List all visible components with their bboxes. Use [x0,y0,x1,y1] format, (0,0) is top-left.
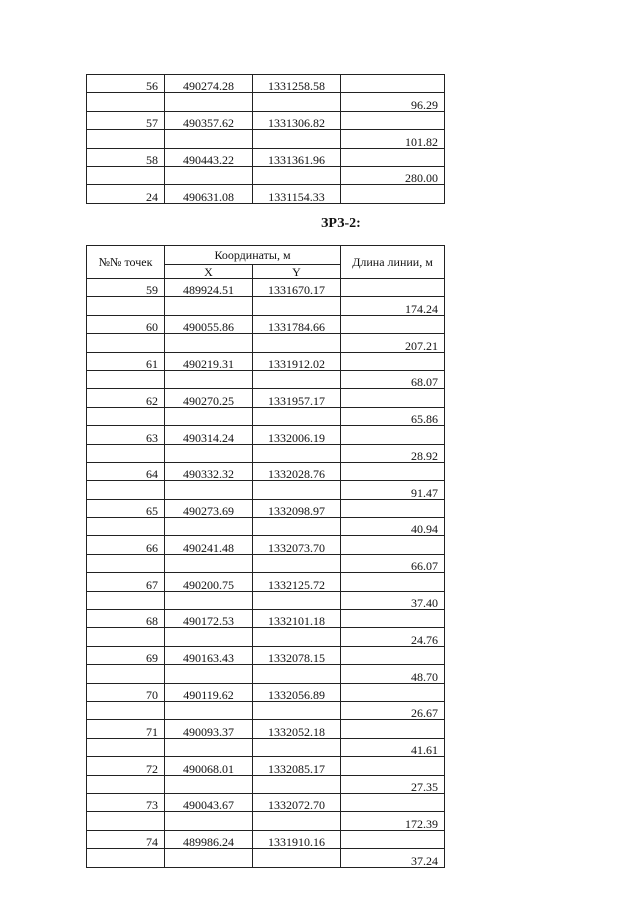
point-number-cell [87,93,165,111]
line-length-cell [341,148,445,166]
y-coordinate-cell: 1332052.18 [253,720,341,738]
point-row [87,185,445,203]
segment-length-row [87,297,445,315]
y-coordinate-cell: 1332101.18 [253,610,341,628]
point-row [87,111,445,129]
line-length-cell: 207.21 [341,334,445,352]
segment-length-row [87,628,445,646]
line-length-cell: 48.70 [341,665,445,683]
line-length-cell [341,352,445,370]
point-row [87,462,445,480]
point-row [87,720,445,738]
y-coordinate-cell: 1331258.58 [253,75,341,93]
point-row [87,646,445,664]
y-coordinate-cell [253,628,341,646]
point-number-cell: 61 [87,352,165,370]
x-coordinate-cell [165,334,253,352]
y-coordinate-cell [253,481,341,499]
point-number-cell: 64 [87,462,165,480]
x-coordinate-cell [165,812,253,830]
point-number-cell: 65 [87,499,165,517]
x-coordinate-cell: 490273.69 [165,499,253,517]
y-coordinate-cell: 1331670.17 [253,279,341,297]
y-coordinate-cell: 1331910.16 [253,830,341,848]
segment-length-row [87,518,445,536]
y-coordinate-cell [253,812,341,830]
point-row [87,610,445,628]
y-coordinate-cell [253,518,341,536]
point-number-cell [87,812,165,830]
x-coordinate-cell [165,130,253,148]
point-row [87,830,445,848]
point-row [87,683,445,701]
y-coordinate-cell [253,775,341,793]
y-coordinate-cell: 1331361.96 [253,148,341,166]
x-coordinate-cell: 490357.62 [165,111,253,129]
x-coordinate-cell: 490200.75 [165,573,253,591]
x-coordinate-cell [165,628,253,646]
point-number-cell: 67 [87,573,165,591]
point-row [87,426,445,444]
point-number-cell: 66 [87,536,165,554]
line-length-cell [341,573,445,591]
segment-length-row [87,665,445,683]
point-number-cell [87,701,165,719]
line-length-cell: 66.07 [341,554,445,572]
line-length-cell: 96.29 [341,93,445,111]
header-coordinates: Координаты, м [165,246,341,265]
point-number-cell: 74 [87,830,165,848]
line-length-cell: 41.61 [341,738,445,756]
line-length-cell [341,646,445,664]
x-coordinate-cell [165,665,253,683]
x-coordinate-cell [165,701,253,719]
line-length-cell: 280.00 [341,166,445,184]
y-coordinate-cell: 1332006.19 [253,426,341,444]
line-length-cell [341,793,445,811]
y-coordinate-cell: 1332028.76 [253,462,341,480]
y-coordinate-cell [253,444,341,462]
y-coordinate-cell [253,407,341,425]
y-coordinate-cell [253,334,341,352]
point-number-cell [87,738,165,756]
point-number-cell [87,628,165,646]
point-number-cell [87,370,165,388]
y-coordinate-cell [253,554,341,572]
table-body [87,75,445,204]
segment-length-row [87,591,445,609]
line-length-cell: 101.82 [341,130,445,148]
y-coordinate-cell: 1331154.33 [253,185,341,203]
x-coordinate-cell: 490631.08 [165,185,253,203]
y-coordinate-cell: 1332098.97 [253,499,341,517]
line-length-cell [341,610,445,628]
x-coordinate-cell: 490443.22 [165,148,253,166]
line-length-cell [341,462,445,480]
y-coordinate-cell: 1332125.72 [253,573,341,591]
header-y: Y [253,265,341,279]
segment-length-row [87,738,445,756]
point-number-cell: 69 [87,646,165,664]
x-coordinate-cell [165,775,253,793]
header-x: X [165,265,253,279]
header-point-number: №№ точек [87,246,165,279]
line-length-cell: 172.39 [341,812,445,830]
y-coordinate-cell: 1331912.02 [253,352,341,370]
point-row [87,793,445,811]
point-row [87,315,445,333]
x-coordinate-cell: 490172.53 [165,610,253,628]
segment-length-row [87,554,445,572]
point-number-cell: 70 [87,683,165,701]
x-coordinate-cell [165,444,253,462]
y-coordinate-cell [253,591,341,609]
x-coordinate-cell: 490055.86 [165,315,253,333]
segment-length-row [87,93,445,111]
point-number-cell: 71 [87,720,165,738]
point-number-cell: 68 [87,610,165,628]
y-coordinate-cell: 1332078.15 [253,646,341,664]
line-length-cell [341,315,445,333]
y-coordinate-cell [253,849,341,867]
point-row [87,536,445,554]
x-coordinate-cell: 490043.67 [165,793,253,811]
point-number-cell [87,407,165,425]
line-length-cell [341,185,445,203]
line-length-cell [341,830,445,848]
line-length-cell: 174.24 [341,297,445,315]
point-number-cell [87,444,165,462]
y-coordinate-cell [253,665,341,683]
line-length-cell: 91.47 [341,481,445,499]
segment-length-row [87,775,445,793]
point-number-cell [87,481,165,499]
point-row [87,389,445,407]
y-coordinate-cell [253,738,341,756]
x-coordinate-cell [165,481,253,499]
line-length-cell [341,426,445,444]
x-coordinate-cell: 490219.31 [165,352,253,370]
point-row [87,499,445,517]
point-number-cell [87,166,165,184]
point-number-cell [87,334,165,352]
x-coordinate-cell [165,370,253,388]
segment-length-row [87,370,445,388]
point-number-cell [87,130,165,148]
x-coordinate-cell: 489986.24 [165,830,253,848]
y-coordinate-cell [253,93,341,111]
point-row [87,573,445,591]
y-coordinate-cell: 1332073.70 [253,536,341,554]
line-length-cell [341,720,445,738]
point-number-cell: 73 [87,793,165,811]
y-coordinate-cell [253,130,341,148]
point-row [87,75,445,93]
coordinates-table-zrz-2 [86,245,445,868]
x-coordinate-cell [165,518,253,536]
segment-length-row [87,334,445,352]
point-number-cell [87,665,165,683]
point-number-cell [87,591,165,609]
segment-length-row [87,130,445,148]
x-coordinate-cell [165,166,253,184]
line-length-cell: 40.94 [341,518,445,536]
coordinates-table-top [86,74,445,204]
point-row [87,279,445,297]
line-length-cell [341,683,445,701]
point-number-cell: 60 [87,315,165,333]
line-length-cell [341,757,445,775]
x-coordinate-cell [165,591,253,609]
y-coordinate-cell [253,701,341,719]
line-length-cell: 26.67 [341,701,445,719]
y-coordinate-cell: 1331957.17 [253,389,341,407]
y-coordinate-cell: 1332085.17 [253,757,341,775]
line-length-cell: 65.86 [341,407,445,425]
x-coordinate-cell [165,738,253,756]
table-body [87,279,445,868]
point-number-cell: 59 [87,279,165,297]
line-length-cell: 24.76 [341,628,445,646]
x-coordinate-cell: 490270.25 [165,389,253,407]
line-length-cell [341,75,445,93]
point-number-cell [87,518,165,536]
point-row [87,352,445,370]
point-number-cell: 56 [87,75,165,93]
line-length-cell [341,279,445,297]
segment-length-row [87,444,445,462]
segment-length-row [87,701,445,719]
table-header [87,246,445,279]
segment-length-row [87,166,445,184]
x-coordinate-cell: 489924.51 [165,279,253,297]
x-coordinate-cell: 490093.37 [165,720,253,738]
y-coordinate-cell: 1332056.89 [253,683,341,701]
y-coordinate-cell: 1331784.66 [253,315,341,333]
segment-length-row [87,481,445,499]
line-length-cell: 68.07 [341,370,445,388]
x-coordinate-cell [165,93,253,111]
x-coordinate-cell [165,849,253,867]
line-length-cell [341,111,445,129]
point-number-cell [87,554,165,572]
x-coordinate-cell: 490241.48 [165,536,253,554]
x-coordinate-cell [165,407,253,425]
point-number-cell: 62 [87,389,165,407]
point-number-cell [87,775,165,793]
x-coordinate-cell [165,297,253,315]
line-length-cell: 37.40 [341,591,445,609]
x-coordinate-cell: 490068.01 [165,757,253,775]
y-coordinate-cell [253,297,341,315]
y-coordinate-cell [253,166,341,184]
point-row [87,148,445,166]
point-number-cell: 24 [87,185,165,203]
line-length-cell [341,536,445,554]
segment-length-row [87,812,445,830]
x-coordinate-cell [165,554,253,572]
point-row [87,757,445,775]
header-line-length: Длина линии, м [341,246,445,279]
section-title-zrz-2: ЗРЗ-2: [321,216,361,231]
y-coordinate-cell: 1332072.70 [253,793,341,811]
point-number-cell: 63 [87,426,165,444]
line-length-cell [341,389,445,407]
point-number-cell: 58 [87,148,165,166]
x-coordinate-cell: 490314.24 [165,426,253,444]
line-length-cell: 28.92 [341,444,445,462]
line-length-cell [341,499,445,517]
point-number-cell [87,849,165,867]
point-number-cell: 57 [87,111,165,129]
y-coordinate-cell: 1331306.82 [253,111,341,129]
point-number-cell: 72 [87,757,165,775]
x-coordinate-cell: 490119.62 [165,683,253,701]
line-length-cell: 37.24 [341,849,445,867]
line-length-cell: 27.35 [341,775,445,793]
y-coordinate-cell [253,370,341,388]
x-coordinate-cell: 490332.32 [165,462,253,480]
point-number-cell [87,297,165,315]
segment-length-row [87,407,445,425]
x-coordinate-cell: 490274.28 [165,75,253,93]
x-coordinate-cell: 490163.43 [165,646,253,664]
segment-length-row [87,849,445,867]
